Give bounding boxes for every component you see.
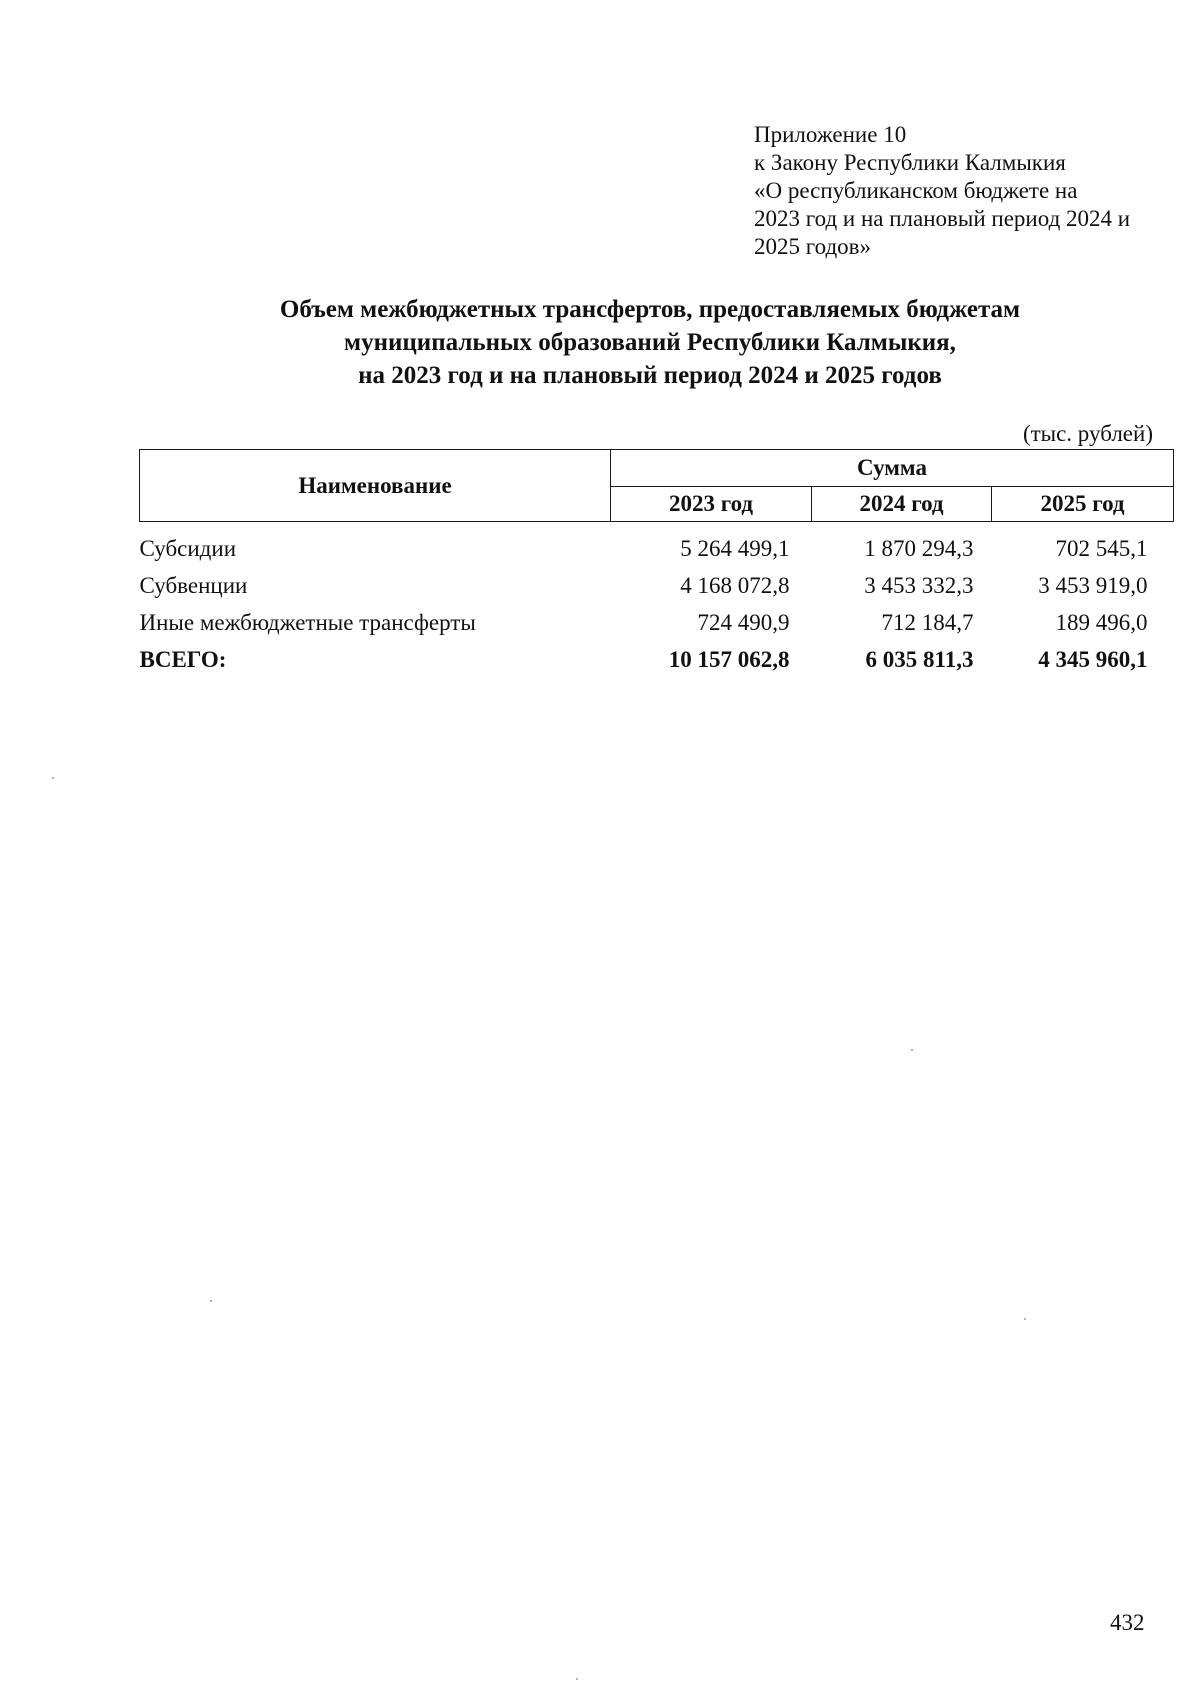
appendix-line: к Закону Республики Калмыкия bbox=[754, 150, 1066, 175]
column-header-sum: Сумма bbox=[611, 450, 1174, 487]
scan-speck bbox=[1024, 1318, 1026, 1320]
column-header-2023: 2023 год bbox=[611, 487, 812, 522]
row-value-2025: 702 545,1 bbox=[1055, 535, 1148, 561]
page-number: 432 bbox=[1110, 1610, 1145, 1635]
appendix-note bbox=[754, 121, 1174, 261]
total-value-2025: 4 345 960,1 bbox=[1038, 646, 1148, 672]
scan-speck bbox=[576, 1678, 578, 1680]
column-header-name: Наименование bbox=[140, 450, 611, 522]
table-row bbox=[140, 522, 1174, 568]
row-value-2023: 4 168 072,8 bbox=[680, 572, 790, 598]
title-line: Объем межбюджетных трансфертов, предоставляемых бюджетам bbox=[279, 296, 1021, 323]
title-line: муниципальных образований Республики Калмыкия, bbox=[344, 329, 956, 356]
unit-label: (тыс. рублей) bbox=[1022, 421, 1153, 446]
scan-speck bbox=[210, 1300, 212, 1302]
row-name: Иные межбюджетные трансферты bbox=[139, 609, 476, 635]
appendix-line: «О республиканском бюджете на bbox=[754, 178, 1078, 203]
scan-speck bbox=[52, 777, 54, 779]
appendix-line: 2025 годов» bbox=[754, 234, 872, 259]
column-header-2024: 2024 год bbox=[812, 487, 992, 522]
row-name: Субсидии bbox=[139, 535, 237, 561]
row-value-2023: 724 490,9 bbox=[697, 609, 790, 635]
row-value-2023: 5 264 499,1 bbox=[680, 535, 790, 561]
row-value-2024: 1 870 294,3 bbox=[864, 535, 974, 561]
document-title bbox=[140, 293, 1160, 392]
total-value-2023: 10 157 062,8 bbox=[668, 646, 790, 672]
row-name: Субвенции bbox=[139, 572, 248, 598]
row-value-2024: 3 453 332,3 bbox=[864, 572, 974, 598]
row-value-2025: 189 496,0 bbox=[1055, 609, 1148, 635]
title-line: на 2023 год и на плановый период 2024 и 2025 годов bbox=[358, 362, 942, 389]
row-value-2024: 712 184,7 bbox=[881, 609, 974, 635]
table-row bbox=[140, 604, 1174, 641]
total-label: ВСЕГО: bbox=[139, 646, 227, 672]
column-header-2025: 2025 год bbox=[992, 487, 1174, 522]
total-value-2024: 6 035 811,3 bbox=[865, 646, 974, 672]
transfers-table bbox=[139, 449, 1174, 678]
appendix-line: Приложение 10 bbox=[754, 122, 907, 147]
table-header-row bbox=[140, 450, 1174, 487]
table-total-row bbox=[140, 641, 1174, 678]
scan-speck bbox=[911, 1049, 913, 1051]
table-row bbox=[140, 567, 1174, 604]
row-value-2025: 3 453 919,0 bbox=[1038, 572, 1148, 598]
appendix-line: 2023 год и на плановый период 2024 и bbox=[754, 206, 1131, 231]
